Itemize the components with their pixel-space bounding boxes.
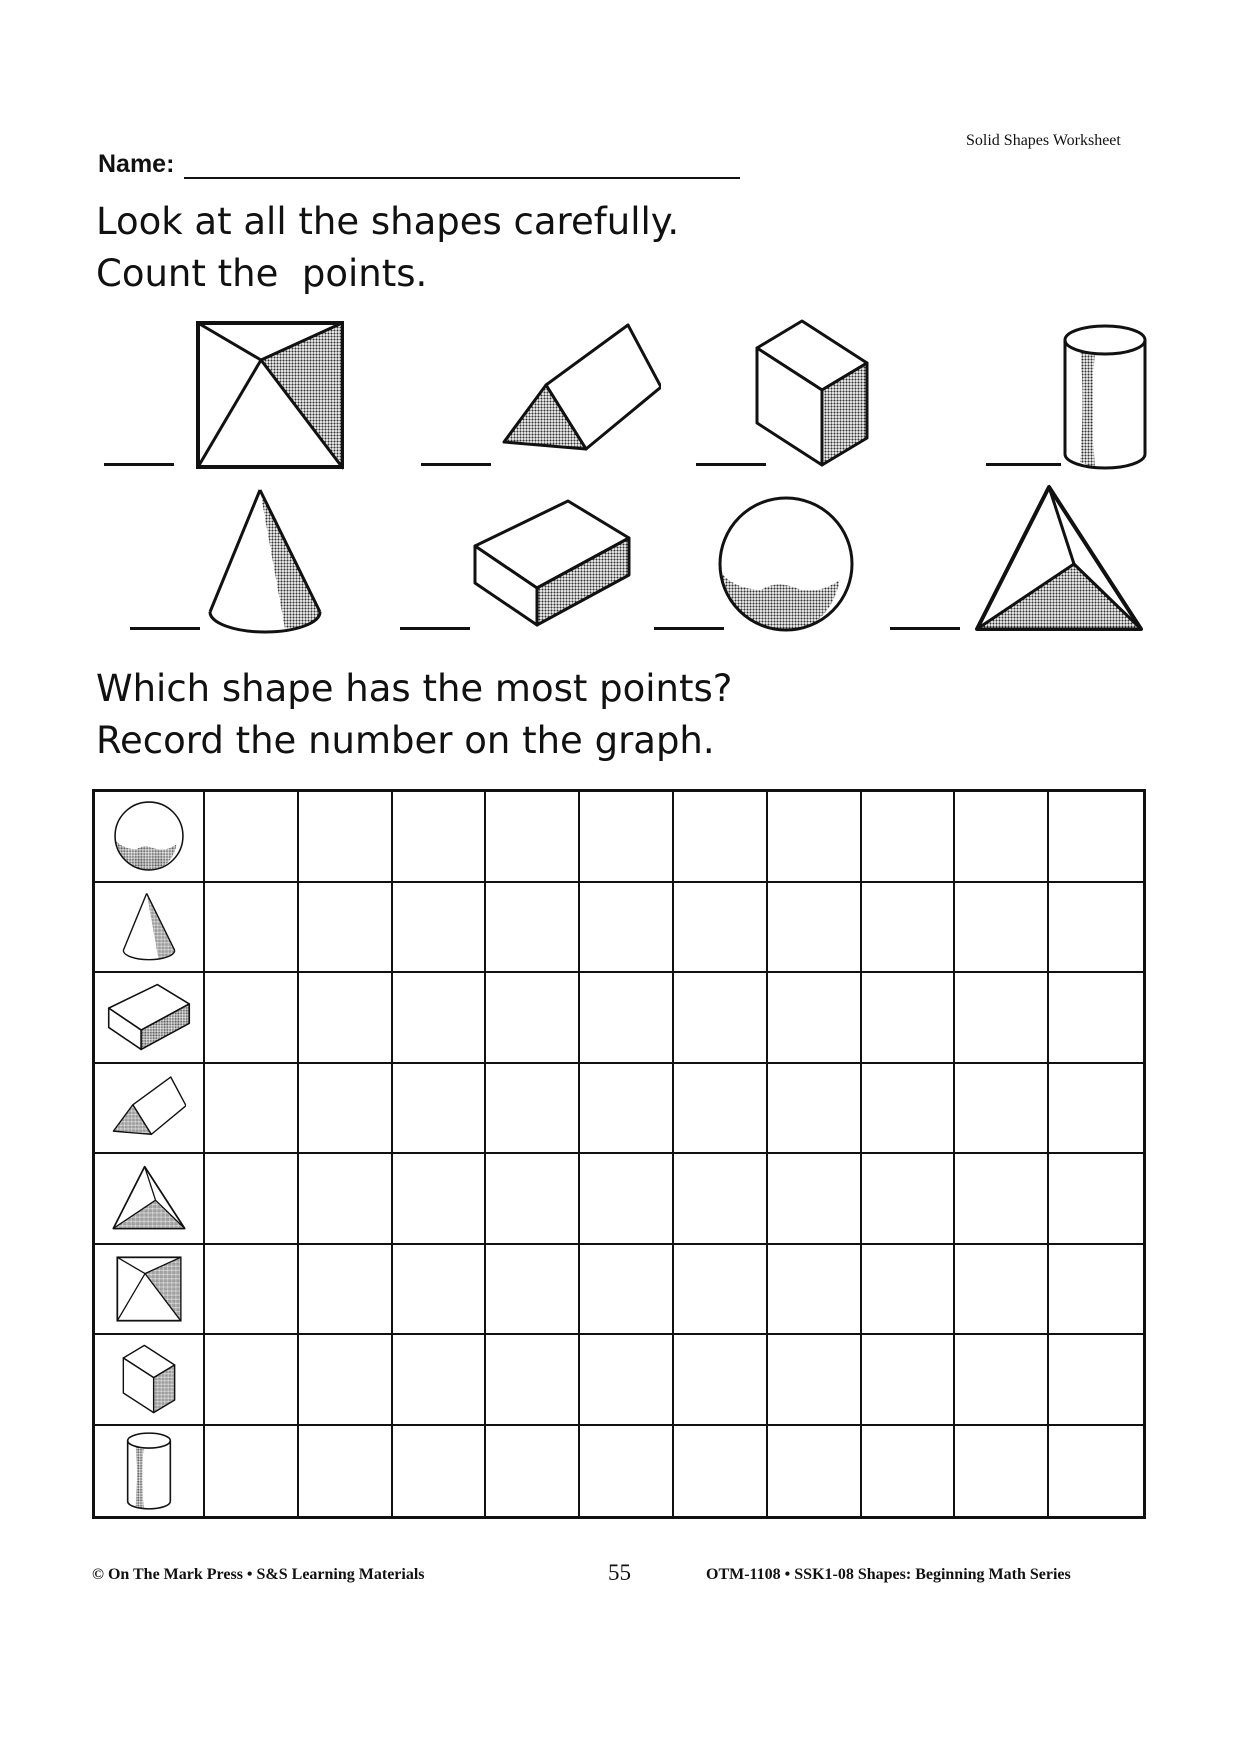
- graph-cell[interactable]: [299, 1245, 393, 1336]
- graph-cell[interactable]: [486, 1064, 580, 1155]
- graph-cell[interactable]: [205, 1245, 299, 1336]
- graph-cell[interactable]: [299, 1426, 393, 1517]
- graph-cell[interactable]: [205, 883, 299, 974]
- answer-blank-rectangular-prism[interactable]: [400, 627, 470, 630]
- graph-cell[interactable]: [955, 1154, 1049, 1245]
- graph-cell[interactable]: [580, 1245, 674, 1336]
- answer-blank-tetrahedron[interactable]: [890, 627, 960, 630]
- graph-cell[interactable]: [1049, 1064, 1143, 1155]
- graph-cell[interactable]: [580, 973, 674, 1064]
- graph-cell[interactable]: [955, 792, 1049, 883]
- square-pyramid-icon: [195, 320, 345, 470]
- name-field: [98, 150, 740, 179]
- cone-icon: [121, 892, 177, 962]
- instruction-line-2: Count the points.: [96, 252, 428, 295]
- graph-cell[interactable]: [1049, 1245, 1143, 1336]
- graph-cell[interactable]: [955, 883, 1049, 974]
- bar-graph-grid: [92, 789, 1146, 1519]
- graph-cell[interactable]: [205, 1426, 299, 1517]
- graph-cell[interactable]: [862, 883, 956, 974]
- graph-cell[interactable]: [768, 1154, 862, 1245]
- graph-cell[interactable]: [205, 1154, 299, 1245]
- graph-cell[interactable]: [674, 1154, 768, 1245]
- graph-cell[interactable]: [580, 792, 674, 883]
- graph-cell[interactable]: [768, 1335, 862, 1426]
- graph-cell[interactable]: [299, 1064, 393, 1155]
- graph-cell[interactable]: [674, 1064, 768, 1155]
- graph-row-label: [95, 1154, 205, 1245]
- sphere-icon: [113, 800, 185, 872]
- graph-cell[interactable]: [299, 883, 393, 974]
- rectangular-prism-icon: [472, 498, 632, 628]
- answer-blank-sphere[interactable]: [654, 627, 724, 630]
- graph-cell[interactable]: [862, 1245, 956, 1336]
- cylinder-icon: [125, 1431, 173, 1511]
- graph-cell[interactable]: [580, 1426, 674, 1517]
- worksheet-title: Solid Shapes Worksheet: [966, 132, 1121, 149]
- name-write-line[interactable]: [184, 155, 740, 179]
- graph-cell[interactable]: [955, 1064, 1049, 1155]
- graph-row-label: [95, 1335, 205, 1426]
- graph-cell[interactable]: [1049, 792, 1143, 883]
- cube-icon: [121, 1344, 177, 1414]
- graph-cell[interactable]: [674, 973, 768, 1064]
- graph-row-label: [95, 883, 205, 974]
- graph-cell[interactable]: [862, 1064, 956, 1155]
- graph-cell[interactable]: [486, 1426, 580, 1517]
- page-number: 55: [608, 1560, 631, 1585]
- graph-cell[interactable]: [862, 973, 956, 1064]
- answer-blank-square-pyramid[interactable]: [104, 463, 174, 466]
- graph-cell[interactable]: [580, 1335, 674, 1426]
- answer-blank-triangular-prism[interactable]: [421, 463, 491, 466]
- tetrahedron-icon: [974, 484, 1144, 634]
- graph-cell[interactable]: [486, 1154, 580, 1245]
- graph-cell[interactable]: [486, 792, 580, 883]
- graph-row-label: [95, 1426, 205, 1517]
- graph-cell[interactable]: [768, 1426, 862, 1517]
- graph-cell[interactable]: [955, 973, 1049, 1064]
- graph-cell[interactable]: [393, 973, 487, 1064]
- rectangular-prism-icon: [107, 983, 191, 1051]
- graph-cell[interactable]: [393, 1426, 487, 1517]
- graph-cell[interactable]: [862, 792, 956, 883]
- square-pyramid-icon: [116, 1256, 182, 1322]
- graph-cell[interactable]: [393, 1064, 487, 1155]
- graph-cell[interactable]: [674, 883, 768, 974]
- name-label: Name:: [98, 150, 175, 178]
- tetrahedron-icon: [112, 1165, 186, 1231]
- graph-cell[interactable]: [674, 792, 768, 883]
- graph-cell[interactable]: [486, 883, 580, 974]
- graph-cell[interactable]: [674, 1426, 768, 1517]
- triangular-prism-icon: [501, 322, 661, 462]
- graph-cell[interactable]: [955, 1245, 1049, 1336]
- graph-cell[interactable]: [580, 1064, 674, 1155]
- graph-cell[interactable]: [1049, 883, 1143, 974]
- cylinder-icon: [1060, 322, 1150, 472]
- graph-cell[interactable]: [205, 1335, 299, 1426]
- instruction-line-3: Which shape has the most points?: [96, 667, 733, 710]
- sphere-icon: [716, 494, 856, 634]
- graph-cell[interactable]: [1049, 1335, 1143, 1426]
- graph-cell[interactable]: [393, 792, 487, 883]
- graph-row-label: [95, 973, 205, 1064]
- graph-row-label: [95, 792, 205, 883]
- graph-cell[interactable]: [768, 792, 862, 883]
- answer-blank-cone[interactable]: [130, 627, 200, 630]
- graph-row-label: [95, 1064, 205, 1155]
- footer-copyright: © On The Mark Press • S&S Learning Materials: [92, 1566, 425, 1583]
- graph-row-label: [95, 1245, 205, 1336]
- graph-cell[interactable]: [768, 1245, 862, 1336]
- instructions-graph: [96, 663, 732, 767]
- graph-cell[interactable]: [768, 973, 862, 1064]
- instructions-count: [96, 196, 679, 300]
- graph-cell[interactable]: [205, 792, 299, 883]
- graph-cell[interactable]: [393, 883, 487, 974]
- graph-cell[interactable]: [1049, 1426, 1143, 1517]
- graph-cell[interactable]: [768, 1064, 862, 1155]
- graph-cell[interactable]: [1049, 973, 1143, 1064]
- answer-blank-cylinder[interactable]: [986, 463, 1061, 466]
- graph-cell[interactable]: [299, 792, 393, 883]
- graph-cell[interactable]: [768, 883, 862, 974]
- graph-cell[interactable]: [299, 973, 393, 1064]
- graph-cell[interactable]: [580, 1154, 674, 1245]
- graph-cell[interactable]: [393, 1245, 487, 1336]
- graph-cell[interactable]: [955, 1426, 1049, 1517]
- graph-cell[interactable]: [580, 883, 674, 974]
- footer-series: OTM-1108 • SSK1-08 Shapes: Beginning Math Series: [706, 1566, 1071, 1583]
- triangular-prism-icon: [112, 1075, 186, 1141]
- graph-cell[interactable]: [205, 1064, 299, 1155]
- cube-icon: [752, 318, 872, 468]
- graph-cell[interactable]: [862, 1154, 956, 1245]
- instruction-line-4: Record the number on the graph.: [96, 719, 715, 762]
- graph-cell[interactable]: [299, 1154, 393, 1245]
- graph-cell[interactable]: [486, 1245, 580, 1336]
- graph-cell[interactable]: [393, 1154, 487, 1245]
- graph-cell[interactable]: [674, 1335, 768, 1426]
- graph-cell[interactable]: [486, 973, 580, 1064]
- cone-icon: [205, 487, 325, 637]
- graph-cell[interactable]: [205, 973, 299, 1064]
- graph-cell[interactable]: [862, 1335, 956, 1426]
- graph-cell[interactable]: [1049, 1154, 1143, 1245]
- graph-cell[interactable]: [955, 1335, 1049, 1426]
- graph-cell[interactable]: [486, 1335, 580, 1426]
- instruction-line-1: Look at all the shapes carefully.: [96, 200, 680, 243]
- graph-cell[interactable]: [299, 1335, 393, 1426]
- graph-cell[interactable]: [393, 1335, 487, 1426]
- graph-cell[interactable]: [862, 1426, 956, 1517]
- graph-cell[interactable]: [674, 1245, 768, 1336]
